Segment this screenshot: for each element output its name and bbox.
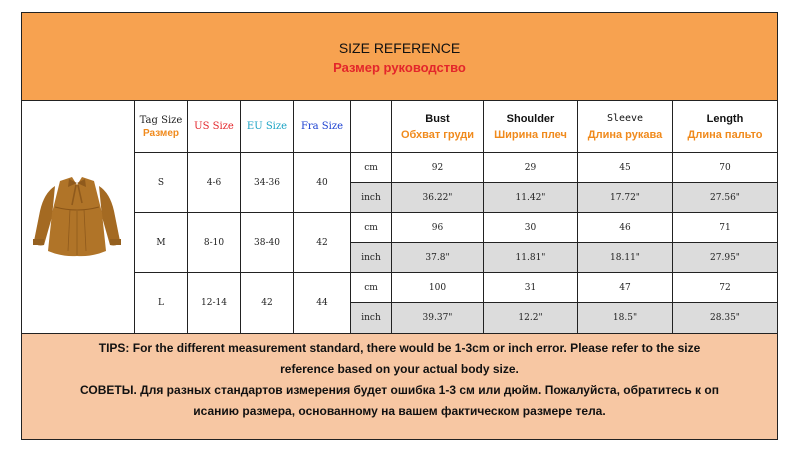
size-tag: S bbox=[135, 153, 188, 213]
bust-value: 100 bbox=[392, 273, 484, 303]
col-length-en: Length bbox=[706, 112, 744, 125]
sleeve-value: 18.11" bbox=[578, 243, 673, 273]
col-tag-size-ru: Размер bbox=[142, 127, 179, 139]
length-value: 28.35" bbox=[673, 303, 777, 333]
bust-value: 39.37" bbox=[392, 303, 484, 333]
col-fra-size: Fra Size bbox=[294, 101, 351, 153]
tips-text-ru-cont: исанию размера, основанному на вашем фактическом размере тела. bbox=[193, 404, 606, 418]
col-tag-size-en: Tag Size bbox=[139, 114, 183, 126]
shoulder-value: 11.81" bbox=[484, 243, 578, 273]
chart-title: SIZE REFERENCE bbox=[338, 40, 461, 56]
col-bust bbox=[392, 101, 484, 153]
col-length-ru: Длина пальто bbox=[687, 128, 763, 141]
col-bust-en: Bust bbox=[425, 112, 450, 125]
bust-value: 36.22" bbox=[392, 183, 484, 213]
size-eu: 38-40 bbox=[241, 213, 294, 273]
unit-label: inch bbox=[351, 183, 392, 213]
length-value: 70 bbox=[673, 153, 777, 183]
sleeve-value: 45 bbox=[578, 153, 673, 183]
col-shoulder-ru: Ширина плеч bbox=[494, 128, 567, 141]
tips-box bbox=[22, 333, 777, 439]
blouse-image bbox=[22, 101, 134, 333]
size-eu: 42 bbox=[241, 273, 294, 333]
size-fra: 44 bbox=[294, 273, 351, 333]
tips-text-en: TIPS: For the different measurement standard, there would be 1-3cm or inch error. Please refer to the size bbox=[98, 341, 701, 355]
size-fra: 40 bbox=[294, 153, 351, 213]
bust-value: 96 bbox=[392, 213, 484, 243]
bust-value: 92 bbox=[392, 153, 484, 183]
col-shoulder-en: Shoulder bbox=[506, 112, 555, 125]
length-value: 71 bbox=[673, 213, 777, 243]
size-tag: L bbox=[135, 273, 188, 333]
size-us: 12-14 bbox=[188, 273, 241, 333]
sleeve-value: 47 bbox=[578, 273, 673, 303]
col-us-size: US Size bbox=[188, 101, 241, 153]
size-chart bbox=[21, 12, 778, 440]
unit-label: cm bbox=[351, 273, 392, 303]
col-tag-size bbox=[135, 101, 188, 153]
unit-label: cm bbox=[351, 153, 392, 183]
length-value: 27.95" bbox=[673, 243, 777, 273]
col-bust-ru: Обхват груди bbox=[400, 128, 475, 141]
col-eu-size: EU Size bbox=[241, 101, 294, 153]
product-photo bbox=[22, 101, 135, 333]
tips-text-en-cont: reference based on your actual body size. bbox=[280, 362, 519, 376]
length-value: 27.56" bbox=[673, 183, 777, 213]
shoulder-value: 11.42" bbox=[484, 183, 578, 213]
size-fra: 42 bbox=[294, 213, 351, 273]
chart-header bbox=[22, 13, 777, 101]
bust-value: 37.8" bbox=[392, 243, 484, 273]
col-sleeve-en: Sleeve bbox=[606, 112, 644, 124]
col-unit-header bbox=[351, 101, 392, 153]
size-table bbox=[22, 101, 777, 333]
size-eu: 34-36 bbox=[241, 153, 294, 213]
shoulder-value: 30 bbox=[484, 213, 578, 243]
tips-text-ru: СОВЕТЫ. Для разных стандартов измерения будет ошибка 1-3 см или дюйм. Пожалуйста, обратитесь к оп bbox=[80, 383, 719, 397]
unit-label: cm bbox=[351, 213, 392, 243]
shoulder-value: 31 bbox=[484, 273, 578, 303]
col-shoulder bbox=[484, 101, 578, 153]
unit-label: inch bbox=[351, 243, 392, 273]
sleeve-value: 46 bbox=[578, 213, 673, 243]
shoulder-value: 12.2" bbox=[484, 303, 578, 333]
chart-subtitle: Размер руководство bbox=[333, 60, 466, 75]
col-length bbox=[673, 101, 777, 153]
unit-label: inch bbox=[351, 303, 392, 333]
sleeve-value: 17.72" bbox=[578, 183, 673, 213]
sleeve-value: 18.5" bbox=[578, 303, 673, 333]
size-us: 4-6 bbox=[188, 153, 241, 213]
size-us: 8-10 bbox=[188, 213, 241, 273]
col-sleeve bbox=[578, 101, 673, 153]
col-sleeve-ru: Длина рукава bbox=[587, 128, 663, 141]
size-tag: M bbox=[135, 213, 188, 273]
shoulder-value: 29 bbox=[484, 153, 578, 183]
length-value: 72 bbox=[673, 273, 777, 303]
